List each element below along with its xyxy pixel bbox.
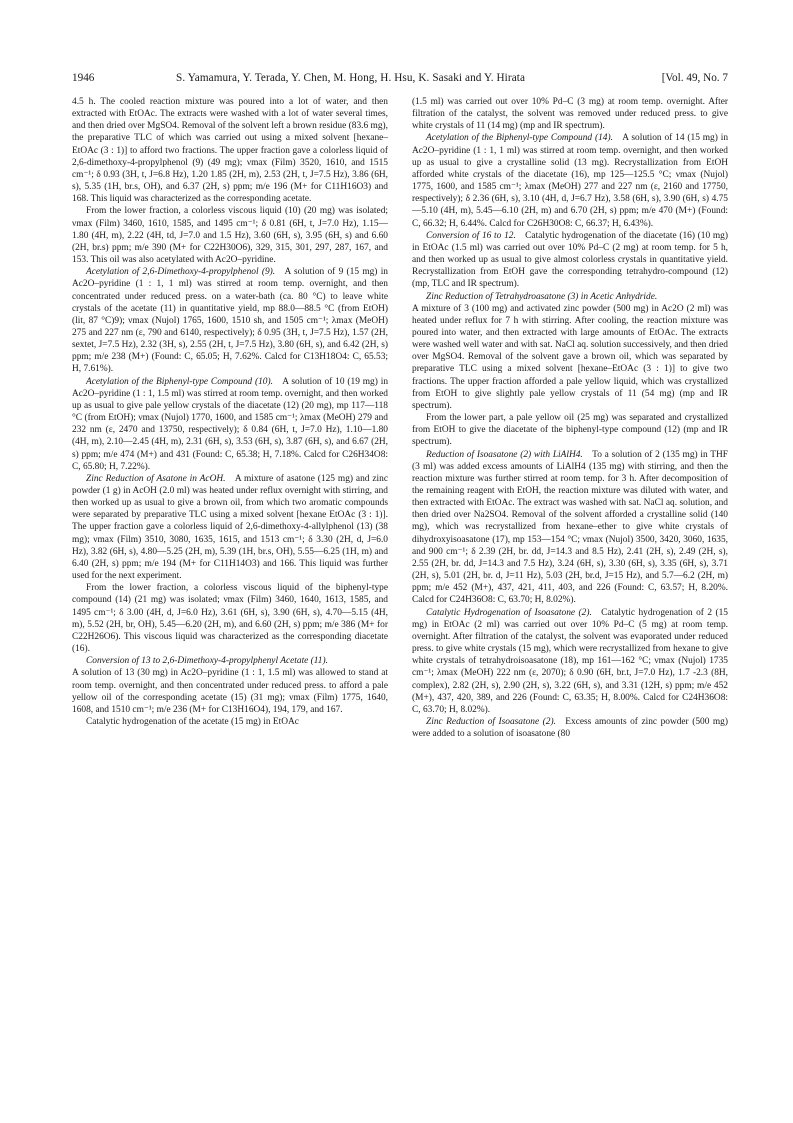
paragraph [412,291,728,303]
paragraph [412,607,728,716]
paragraph-text: 4.5 h. The cooled reaction mixture was poured into a lot of water, and then extracted with EtOAc. The extracts were washed with a lot of water several times, and then dried over MgSO4. Removal of the solvent left a brown residue (83.6 mg), the preparative TLC of which was carried out using a mixed solvent [hexane–EtOAc (3 : 1)] to afford two fractions. The upper fraction gave a colorless liquid of 2,6-dimethoxy-4-propylphenol (9) (49 mg); νmax (Film) 3520, 1610, and 1515 cm⁻¹; δ 0.93 (3H, t, J=6.8 Hz), 1.20 1.85 (2H, m), 2.53 (2H, t, J=7.5 Hz), 3.86 (6H, s), 5.35 (1H, br.s, OH), and 6.37 (2H, s) ppm; m/e 196 (M+ for C11H16O3) and 168. This liquid was characterized as the corresponding acetate. [72,97,388,205]
section-heading: Zinc Reduction of Tetrahydroasatone (3) in Acetic Anhydride. [426,291,658,302]
paragraph-text: Catalytic hydrogenation of the diacetate (16) (10 mg) in EtOAc (1.5 ml) was carried out over 10% Pd–C (2 mg) at room temp. for 5 h, and then worked up as usual to give almost colorless crystals in quantitative yield. Recrystallization from EtOH gave the corresponding tetrahydro-compound (12) (mp, TLC and IR spectrum). [412,230,728,290]
paragraph [72,582,388,655]
paragraph-text: From the lower fraction, a colorless viscous liquid (10) (20 mg) was isolated; νmax (Film) 3460, 1610, 1585, and 1495 cm⁻¹; δ 0.81 (6H, t, J=7.0 Hz), 1.15—1.80 (4H, m), 2.22 (4H, td, J=7.0 and 1.5 Hz), 3.60 (6H, s), 3.95 (6H, s) and 6.60 (2H, br.s) ppm; m/e 390 (M+ for C22H30O6), 329, 315, 301, 297, 287, 167, and 153. This oil was also acetylated with Ac2O–pyridine. [72,206,388,266]
paragraph [72,716,388,728]
section-heading: Acetylation of the Biphenyl-type Compound (14). [426,133,613,144]
paragraph [72,667,388,716]
running-authors: S. Yamamura, Y. Terada, Y. Chen, M. Hong, H. Hsu, K. Sasaki and Y. Hirata [176,72,526,84]
paragraph-text: A solution of 10 (19 mg) in Ac2O–pyridine (1 : 1, 1.5 ml) was stirred at room temp. overnight, and then worked up as usual to give pale yellow crystals of the diacetate (12) (20 mg), mp 117—118 °C (from EtOH); νmax (Nujol) 1770, 1600, and 1585 cm⁻¹; λmax (MeOH) 279 and 232 nm (ε, 2470 and 13750, respectively); δ 0.84 (6H, t, J=7.0 Hz), 1.10—1.80 (4H, m), 2.10—2.45 (4H, m), 2.31 (6H, s), 3.53 (6H, s), 3.87 (6H, s), and 6.67 (2H, s) ppm; m/e 474 (M+) and 431 (Found: C, 65.38; H, 7.18%. Calcd for C26H34O8: C, 65.80; H, 7.22%). [72,376,388,472]
paragraph-text: Catalytic hydrogenation of the acetate (15 mg) in EtOAc [86,716,299,727]
paragraph [72,473,388,582]
section-heading: Acetylation of 2,6-Dimethoxy-4-propylphenol (9). [86,267,276,278]
section-heading: Reduction of Isoasatone (2) with LiAlH4. [426,449,583,460]
paragraph [412,132,728,229]
paragraph [412,303,728,412]
paragraph [72,266,388,375]
paragraph [412,716,728,740]
paragraph [72,96,388,205]
paragraph-text: To a solution of 2 (135 mg) in THF (3 ml) was added excess amounts of LiAlH4 (135 mg) with stirring, and then the reaction mixture was further stirred at room temp. for 3 h. After decomposition of the remaining reagent with EtOH, the reaction mixture was diluted with water, and then extracted with EtOAc. The extract was washed with sat. NaCl aq. solution, and then dried over Na2SO4. Removal of the solvent afforded a crystalline solid (140 mg), which was recrystallized from hexane–ether to give white crystals of dihydroxyisoasatone (17), mp 153—154 °C; νmax (Nujol) 3500, 3420, 3060, 1635, and 900 cm⁻¹; δ 2.39 (2H, br. dd, J=14.3 and 8.5 Hz), 2.41 (2H, s), 2.49 (2H, s), 2.55 (2H, br. dd, J=14.3 and 7.5 Hz), 3.24 (6H, s), 3.30 (6H, s), 3.35 (6H, s), 3.71 (2H, s), 5.01 (2H, br. d, J=11 Hz), 5.03 (2H, br.d, J=15 Hz), and 5.7—6.2 (2H, m) ppm; m/e 452 (M+), 437, 421, 411, 403, and 226 (Found: C, 63.57; H, 8.20%. Calcd for C24H36O8: C, 63.70; H, 8.02%). [412,449,728,606]
section-heading: Zinc Reduction of Asatone in AcOH. [86,473,226,484]
paragraph [412,96,728,132]
paragraph [72,376,388,473]
paragraph-text: A mixture of asatone (125 mg) and zinc powder (1 g) in AcOH (2.0 ml) was heated under reflux overnight with stirring, and then worked up as usual to give a brown oil, from which two aromatic compounds were separated by preparative TLC using a mixed solvent [hexane EtOAc (3 : 1)]. The upper fraction gave a colorless liquid of 2,6-dimethoxy-4-allylphenol (13) (38 mg); νmax (Film) 3510, 3080, 1635, 1615, and 1513 cm⁻¹; δ 3.30 (2H, d, J=6.0 Hz), 3.82 (6H, s), 4.80—5.25 (2H, m), 5.39 (1H, br.s, OH), 5.55—6.25 (1H, m) and 6.40 (2H, s) ppm; m/e 194 (M+ for C11H14O3) and 166. This liquid was further used for the next experiment. [72,473,388,582]
volume-issue: [Vol. 49, No. 7 [661,72,728,84]
paragraph-text: (1.5 ml) was carried out over 10% Pd–C (3 mg) at room temp. overnight. After filtration of the catalyst, the solvent was removed under reduced press. to give white crystals of 11 (14 mg) (mp and IR spectrum). [412,97,728,132]
section-heading: Catalytic Hydrogenation of Isoasatone (2). [426,607,592,618]
section-heading: Zinc Reduction of Isoasatone (2). [426,716,556,727]
paragraph-text: A solution of 13 (30 mg) in Ac2O–pyridine (1 : 1, 1.5 ml) was allowed to stand at room temp. overnight, and then concentrated under reduced press. to afford a pale yellow oil of the corresponding acetate (15) (31 mg); νmax (Film) 1775, 1640, 1608, and 1510 cm⁻¹; m/e 236 (M+ for C13H16O4), 194, 179, and 167. [72,668,388,715]
page-number: 1946 [72,72,95,84]
paragraph-text: Excess amounts of zinc powder (500 mg) were added to a solution of isoasatone (80 [412,716,728,740]
paragraph-text: A solution of 14 (15 mg) in Ac2O–pyridine (1 : 1, 1 ml) was stirred at room temp. overnight, and then worked up as usual to give a crystalline solid (13 mg). Recrystallization from EtOH afforded white crystals of the diacetate (16), mp 125—125.5 °C; νmax (Nujol) 1775, 1600, and 1585 cm⁻¹; λmax (MeOH) 277 and 227 nm (ε, 2160 and 17750, respectively); δ 2.36 (6H, s), 3.10 (4H, d, J=6.7 Hz), 3.58 (6H, s), 3.90 (6H, s) 4.75—5.10 (4H, m), 5.45—6.10 (2H, m) and 6.70 (2H, s) ppm; m/e 470 (M+) (Found: C, 66.32; H, 6.44%. Calcd for C26H30O8: C, 66.37; H, 6.43%). [412,133,728,229]
paragraph [412,412,728,448]
paragraph [72,655,388,667]
paragraph [72,205,388,266]
paragraph-text: Catalytic hydrogenation of 2 (15 mg) in EtOAc (2 ml) was carried out over 10% Pd–C (5 mg) at room temp. overnight. After filtration of the catalyst, the solvent was evaporated under reduced press. to give white crystals (15 mg), which were recrystallized from hexane to give white crystals of tetrahydroisoasatone (18), mp 161—162 °C; νmax (Nujol) 1735 cm⁻¹; λmax (MeOH) 222 nm (ε, 2070); δ 0.90 (6H, br.t, J=7.0 Hz), 1.7 -2.3 (8H, complex), 2.82 (2H, s), 2.90 (2H, s), 3.22 (6H, s), and 3.31 (12H, s) ppm; m/e 452 (M+), 437, 420, 389, and 226 (Found: C, 63.35; H, 8.00%. Calcd for C24H36O8: C, 63.70; H, 8.02%). [412,607,728,715]
paragraph-text: A mixture of 3 (100 mg) and activated zinc powder (500 mg) in Ac2O (2 ml) was heated under reflux for 7 h with stirring. After cooling, the reaction mixture was poured into water, and then extracted with large amounts of EtOAc. The extracts were washed well water and with sat. NaCl aq. solution successively, and then dried over MgSO4. Removal of the solvent gave a brown oil, which was separated by preparative TLC using a mixed solvent [hexane–EtOAc (3 : 1)] to give two fractions. The upper fraction afforded a pale yellow liquid, which was crystallized from EtOH to give slightly pale yellow crystals of 11 (54 mg) (mp and IR spectrum). [412,303,728,411]
paragraph-text: A solution of 9 (15 mg) in Ac2O–pyridine (1 : 1, 1 ml) was stirred at room temp. overnight, and then concentrated under reduced press. on a water-bath (ca. 80 °C) to leave white crystals of the acetate (11) in quantitative yield, mp 88.0—88.5 °C (from EtOH) (lit, 87 °C)9); νmax (Nujol) 1765, 1600, 1510 sh, and 1505 cm⁻¹; λmax (MeOH) 275 and 227 nm (ε, 790 and 6140, respectively); δ 0.95 (3H, t, J=7.5 Hz), 1.57 (2H, sextet, J=7.5 Hz), 2.32 (3H, s), 2.55 (2H, t, J=7.5 Hz), 3.80 (6H, s), and 6.42 (2H, s) ppm; m/e 238 (M+) (Found: C, 65.05; H, 7.62%. Calcd for C13H18O4: C, 65.53; H, 7.61%). [72,267,388,375]
paragraph-text: From the lower part, a pale yellow oil (25 mg) was separated and crystallized from EtOH to give the diacetate of the biphenyl-type compound (12) (mp and IR spectrum). [412,413,728,448]
paragraph-text: From the lower fraction, a colorless viscous liquid of the biphenyl-type compound (14) (21 mg) was isolated; νmax (Film) 3460, 1640, 1613, 1585, and 1495 cm⁻¹; δ 3.00 (4H, d, J=6.0 Hz), 3.61 (6H, s), 3.90 (6H, s), 4.70—5.15 (4H, m), 5.52 (2H, br, OH), 5.45—6.20 (2H, m), and 6.60 (2H, s) ppm; m/e 386 (M+ for C22H26O6). This viscous liquid was characterized as the corresponding diacetate (16). [72,583,388,655]
section-heading: Conversion of 16 to 12. [426,230,516,241]
paragraph [412,449,728,607]
right-text-column [412,96,728,1096]
paragraph [412,230,728,291]
left-text-column [72,96,388,1096]
section-heading: Conversion of 13 to 2,6-Dimethoxy-4-propylphenyl Acetate (11). [86,656,328,667]
running-header [72,72,728,88]
section-heading: Acetylation of the Biphenyl-type Compound (10). [86,376,273,387]
